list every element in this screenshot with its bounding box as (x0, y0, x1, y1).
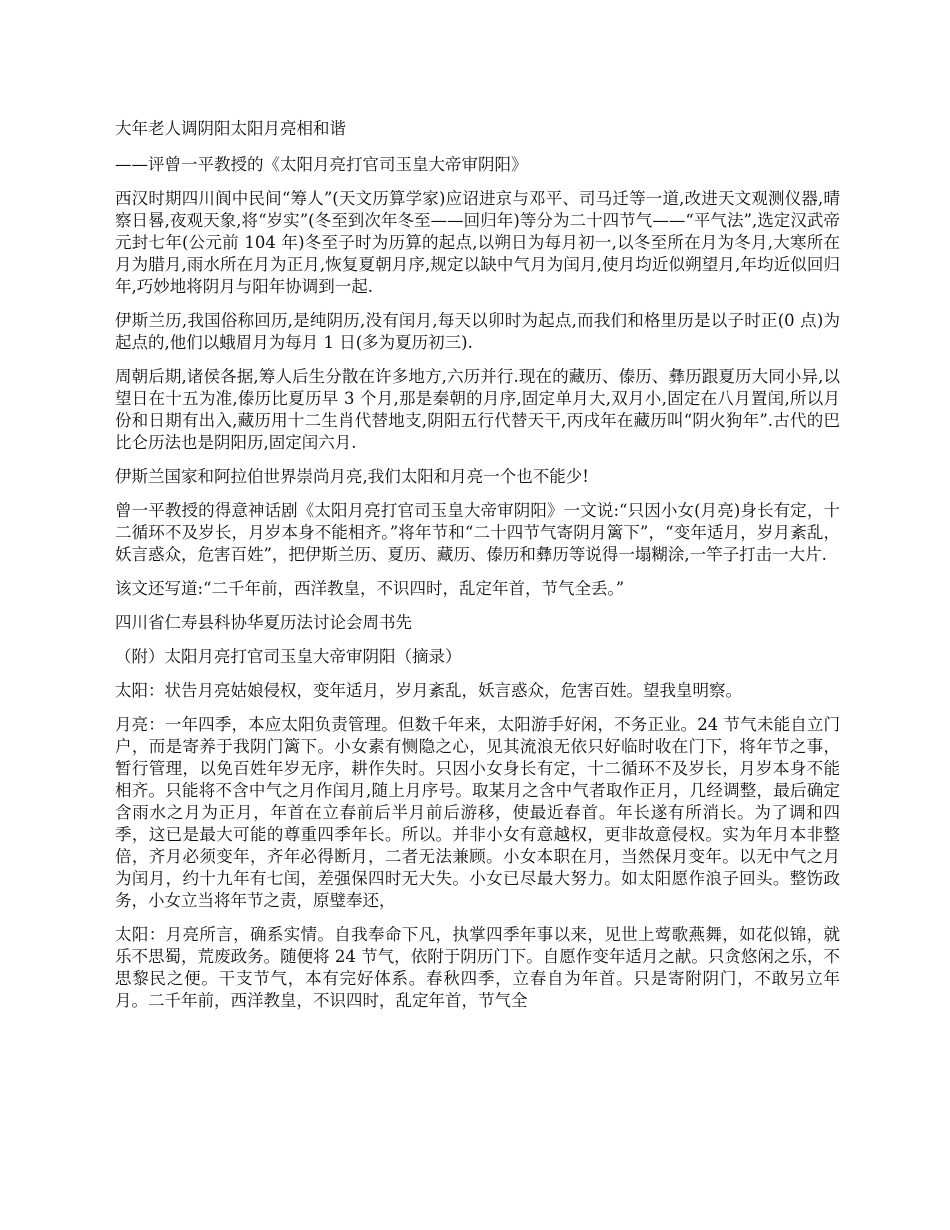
paragraph-islamic-calendar: 伊斯兰历,我国俗称回历,是纯阴历,没有闰月,每天以卯时为起点,而我们和格里历是以子时正(0 点)为起点的,他们以蛾眉月为每月 1 日(多为夏历初三). (115, 311, 840, 352)
paragraph-quote: 该文还写道:“二千年前，西洋教皇，不识四时，乱定年首，节气全丢。” (115, 579, 625, 598)
paragraph-xihan-calendar: 西汉时期四川阆中民间“筹人”(天文历算学家)应诏进京与邓平、司马迁等一道,改进天文观测仪器,晴察日晷,夜观天象,将“岁实”(冬至到次年冬至——回归年)等分为二十四节气——“平气法”,选定汉武帝元封七年(公元前 104 年)冬至子时为历算的起点,以朔日为每月初一,以冬至所在月为冬月,大寒所在月为腊月,雨水所在月为正月,恢复夏朝月序,规定以缺中气月为闰月,使月均近似朔望月,年均近似回归年,巧妙地将阴月与阳年协调到一起. (115, 189, 840, 296)
paragraph-moon-reply: 月亮：一年四季，本应太阳负责管理。但数千年来，太阳游手好闲，不务正业。24 节气未能自立门户，而是寄养于我阴门篱下。小女素有恻隐之心，见其流浪无依只好临时收在门下，将年节之事，暂行管理，以免百姓年岁无序，耕作失时。只因小女身长有定，十二循环不及岁长，月岁本身不能相齐。只能将不含中气之月作闰月,随上月序号。取某月之含中气者取作正月，几经调整，最后确定含雨水之月为正月，年首在立春前后半月前后游移，使最近春首。年长遂有所消长。为了调和四季，这已是最大可能的尊重四季年长。所以。并非小女有意越权，更非故意侵权。实为年月本非整倍，齐月必须变年，齐年必得断月，二者无法兼顾。小女本职在月，当然保月变年。以无中气之月为闰月，约十九年有七闰，差强保四时无大失。小女已尽最大努力。如太阳愿作浪子回头。整饬政务，小女立当将年节之责，原璧奉还， (115, 715, 840, 910)
paragraph-sun-reply: 太阳：月亮所言，确系实情。自我奉命下凡，执掌四季年事以来，见世上莺歌燕舞，如花似锦，就乐不思蜀，荒废政务。随便将 24 节气，依附于阴历门下。自愿作变年适月之献。只贪悠闲之乐，不思黎民之便。干支节气，本有完好体系。春秋四季，立春自为年首。只是寄附阴门，不敢另立年月。二千年前，西洋教皇，不识四时，乱定年首，节气全 (115, 925, 840, 1010)
author-line: 四川省仁寿县科协华夏历法讨论会周书先 (115, 613, 412, 632)
document-title: 大年老人调阴阳太阳月亮相和谐 (115, 119, 346, 138)
document-subtitle: ——评曾一平教授的《太阳月亮打官司玉皇大帝审阴阳》 (115, 155, 528, 174)
appendix-heading: （附）太阳月亮打官司玉皇大帝审阴阳（摘录） (115, 647, 462, 666)
document-page (115, 118, 840, 1024)
paragraph-sun-and-moon: 伊斯兰国家和阿拉伯世界崇尚月亮,我们太阳和月亮一个也不能少! (115, 467, 589, 486)
paragraph-zhou-dynasty: 周朝后期,诸侯各据,筹人后生分散在许多地方,六历并行.现在的藏历、傣历、彝历跟夏历大同小异,以望日在十五为准,傣历比夏历早 3 个月,那是秦朝的月序,固定单月大,双月小,固定在八月置闰,所以月份和日期有出入,藏历用十二生肖代替地支,阴阳五行代替天干,丙戌年在藏历叫“阴火狗年”.古代的巴比仑历法也是阴阳历,固定闰六月. (115, 367, 840, 452)
paragraph-critique: 曾一平教授的得意神话剧《太阳月亮打官司玉皇大帝审阴阳》一文说:“只因小女(月亮)身长有定，十二循环不及岁长，月岁本身不能相齐。”将年节和“二十四节气寄阴月篱下”，“变年适月，岁月紊乱，妖言惑众，危害百姓”，把伊斯兰历、夏历、藏历、傣历和彝历等说得一塌糊涂,一竿子打击一大片. (115, 501, 840, 564)
paragraph-sun-complaint: 太阳：状告月亮姑娘侵权，变年适月，岁月紊乱，妖言惑众，危害百姓。望我皇明察。 (115, 681, 742, 700)
